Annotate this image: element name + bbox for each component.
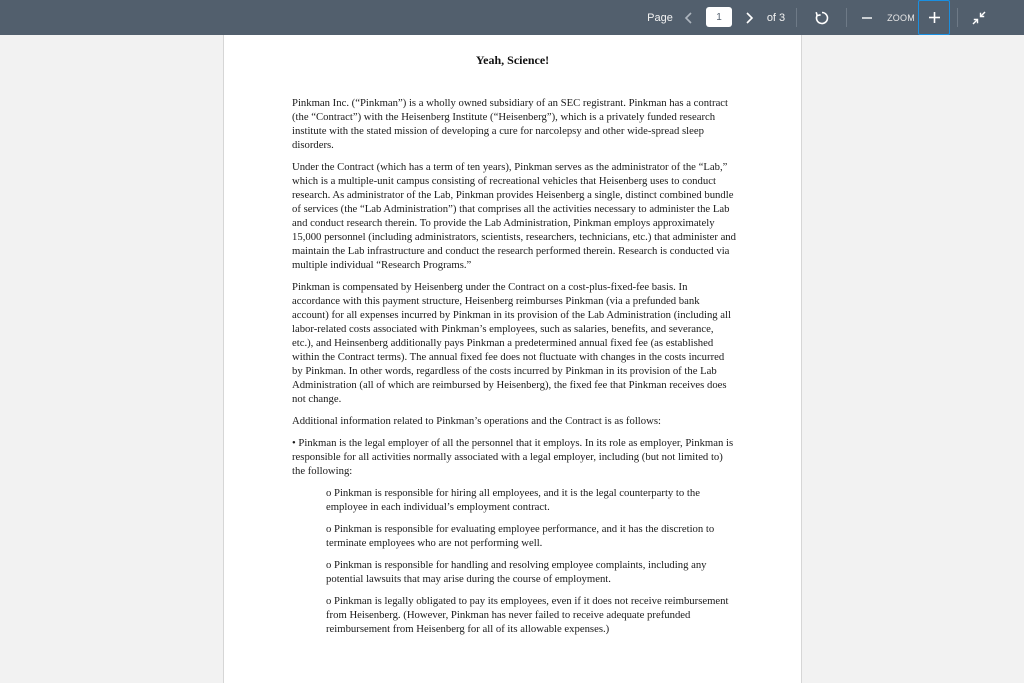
collapse-icon xyxy=(972,11,986,25)
sub-bullet-item: o Pinkman is responsible for hiring all employees, and it is the legal counterparty to the employee in each individual’s employment contract. xyxy=(326,487,700,513)
sub-bullet-item: o Pinkman is responsible for handling and resolving employee complaints, including any potential lawsuits that may arise during the course of employment. xyxy=(326,559,707,585)
document-title: Yeah, Science! xyxy=(475,53,550,67)
rotate-icon xyxy=(814,10,830,26)
zoom-out-button[interactable] xyxy=(856,0,878,35)
page-number-input[interactable] xyxy=(706,7,732,27)
zoom-label: ZOOM xyxy=(887,12,915,23)
sub-bullet-item: o Pinkman is legally obligated to pay its employees, even if it does not receive reimbursement from Heisenberg. (However, Pinkman has never failed to receive adequate prefunded reimbursement from Heisenberg for all of its allowable expenses.) xyxy=(326,595,729,635)
plus-icon xyxy=(928,11,941,24)
toolbar-divider xyxy=(796,8,797,27)
chevron-left-icon xyxy=(684,11,694,25)
page-count-label: of 3 xyxy=(766,11,786,24)
paragraph: Pinkman is compensated by Heisenberg under the Contract on a cost-plus-fixed-fee basis. In accordance with this payment structure, Heisenberg reimburses Pinkman (via a prefunded bank account) for all expenses incurred by Pinkman in its provision of the Lab Administration (including all labor-related costs associated with Pinkman’s employees, such as salaries, benefits, and severance, etc.), and Heinsenberg additionally pays Pinkman a predetermined annual fixed fee (as established within the Contract terms). The annual fixed fee does not fluctuate with changes in the costs incurred by Pinkman. In other words, regardless of the costs incurred by Pinkman in its provision of the Lab Administration (all of which are reimbursed by Heisenberg), the fixed fee that Pinkman receives does not change. xyxy=(292,281,731,405)
toolbar-divider xyxy=(846,8,847,27)
chevron-right-icon xyxy=(744,11,754,25)
paragraph: Additional information related to Pinkman’s operations and the Contract is as follows: xyxy=(292,415,661,427)
bullet-item: • Pinkman is the legal employer of all the personnel that it employs. In its role as employer, Pinkman is responsible for all activities normally associated with a legal employer, including (but not limited to) the following: xyxy=(292,437,734,477)
next-page-button[interactable] xyxy=(740,0,758,35)
document-body xyxy=(292,96,737,644)
paragraph: Under the Contract (which has a term of ten years), Pinkman serves as the administrator of the “Lab,” which is a multiple-unit campus consisting of recreational vehicles that Heisenberg uses to conduct research. As administrator of the Lab, Pinkman provides Heisenberg a single, distinct combined bundle of services (the “Lab Administration”) that comprises all the activities necessary to administer the Lab and conduct research therein. To provide the Lab Administration, Pinkman employs approximately 15,000 personnel (including administrators, scientists, researchers, technicians, etc.) that administer and maintain the Lab infrastructure and conduct the research performed therein. Research is conducted via multiple individual “Research Programs.” xyxy=(292,161,736,271)
page-label: Page xyxy=(647,11,673,24)
fit-page-button[interactable] xyxy=(964,0,994,35)
rotate-button[interactable] xyxy=(808,0,836,35)
previous-page-button[interactable] xyxy=(680,0,698,35)
paragraph: Pinkman Inc. (“Pinkman”) is a wholly owned subsidiary of an SEC registrant. Pinkman has a contract (the “Contract”) with the Heisenberg Institute (“Heisenberg”), which is a privately funded research institute with the stated mission of developing a cure for narcolepsy and other wide-spread sleep disorders. xyxy=(292,97,729,151)
zoom-in-button[interactable] xyxy=(918,0,950,35)
document-viewer[interactable] xyxy=(0,35,1024,683)
pdf-toolbar xyxy=(0,0,1024,35)
minus-icon xyxy=(861,12,873,24)
document-page xyxy=(223,35,802,683)
sub-bullet-item: o Pinkman is responsible for evaluating employee performance, and it has the discretion to terminate employees who are not performing well. xyxy=(326,523,715,549)
toolbar-divider xyxy=(957,8,958,27)
